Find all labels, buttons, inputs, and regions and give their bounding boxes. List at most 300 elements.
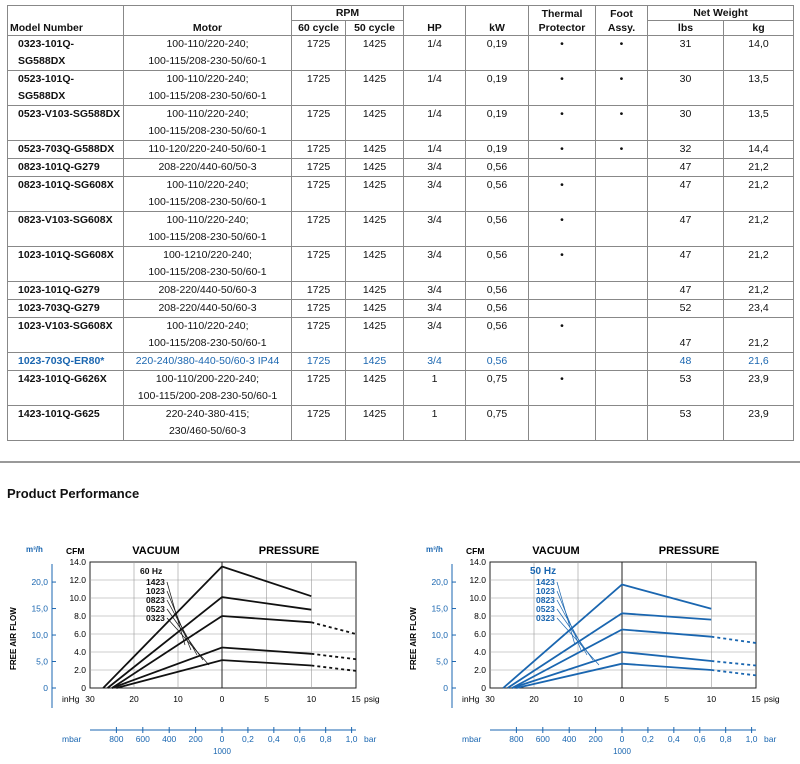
kg-cell: 21,2 [724, 212, 794, 247]
m3h-label: m³/h [426, 545, 443, 554]
hp-cell: 3/4 [404, 282, 466, 300]
foot-cell [596, 159, 648, 177]
rpm60-cell: 1725 [292, 353, 346, 371]
inhg-label: inHg [62, 694, 80, 704]
motor-cell [124, 71, 292, 106]
performance-chart-50hz [400, 538, 800, 764]
thermal-cell: • [529, 247, 596, 282]
kw-cell: 0,19 [466, 141, 529, 159]
mbar-tick-label: 0 [619, 734, 625, 744]
series-dashed-0523 [711, 661, 756, 666]
kw-cell: 0,75 [466, 406, 529, 441]
cfm-tick-label: 0 [481, 683, 486, 693]
mbar-tick-label: 200 [188, 734, 203, 744]
vacuum-tick-label: 30 [85, 694, 95, 704]
rpm50-cell: 1425 [346, 141, 404, 159]
hp-cell: 3/4 [404, 318, 466, 353]
bar-label: bar [364, 734, 377, 744]
header-row-1 [8, 6, 794, 21]
table-body [8, 36, 794, 441]
legend-label-1423: 1423 [146, 577, 165, 587]
motor-line: 208-220/440-60/50-3 [158, 161, 257, 173]
inhg-label: inHg [462, 694, 480, 704]
foot-cell [596, 353, 648, 371]
kg-cell: 21,2 [724, 318, 794, 353]
thermal-cell [529, 300, 596, 318]
rpm60-cell: 1725 [292, 106, 346, 141]
model-cell: 0523-703Q-G588DX [8, 141, 124, 159]
lbs-cell: 53 [648, 371, 724, 406]
section-divider [0, 461, 800, 463]
kw-cell: 0,19 [466, 36, 529, 71]
model-cell: 0523-V103-SG588DX [8, 106, 124, 141]
rpm50-cell: 1425 [346, 318, 404, 353]
thermal-cell: • [529, 318, 596, 353]
rpm50-cell: 1425 [346, 282, 404, 300]
lbs-cell: 52 [648, 300, 724, 318]
thermal-cell: • [529, 212, 596, 247]
m3h-tick-label: 20,0 [431, 577, 448, 588]
pressure-tick-label: 15 [751, 694, 761, 704]
lbs-cell: 47 [648, 212, 724, 247]
kw-cell: 0,56 [466, 177, 529, 212]
rpm60-cell: 1725 [292, 177, 346, 212]
foot-cell [596, 247, 648, 282]
mbar-1000-label: 1000 [613, 747, 631, 756]
header-rpm: RPM [292, 6, 404, 21]
table-row [8, 159, 794, 177]
legend-label-0323: 0323 [146, 613, 165, 623]
motor-line: 100-110/220-240; [166, 73, 249, 85]
cfm-tick-label: 12.0 [69, 575, 86, 585]
motor-line: 100-115/208-230-50/60-1 [148, 266, 267, 278]
table-row [8, 353, 794, 371]
kw-cell: 0,75 [466, 371, 529, 406]
psig-label: psig [764, 694, 780, 704]
psig-label: psig [364, 694, 380, 704]
vacuum-tick-label: 0 [219, 694, 225, 704]
foot-cell: • [596, 71, 648, 106]
header-net-weight: Net Weight [648, 6, 794, 21]
lbs-cell: 53 [648, 406, 724, 441]
rpm50-cell: 1425 [346, 300, 404, 318]
motor-line: 100-110/220-240; [166, 320, 249, 332]
rpm60-cell: 1725 [292, 282, 346, 300]
legend-label-1423: 1423 [536, 577, 555, 587]
model-cell: 0823-101Q-SG608X [8, 177, 124, 212]
motor-line: 100-115/208-230-50/60-1 [148, 231, 267, 243]
bar-tick-label: 0,6 [293, 734, 306, 744]
rpm50-cell: 1425 [346, 71, 404, 106]
motor-line: 230/460-50/60-3 [168, 425, 247, 437]
foot-cell [596, 318, 648, 353]
legend-label-0523: 0523 [536, 604, 555, 614]
table-row [8, 371, 794, 406]
frequency-label: 60 Hz [140, 566, 163, 576]
pressure-tick-label: 10 [706, 694, 717, 704]
vacuum-tick-label: 30 [485, 694, 495, 704]
cfm-tick-label: 0 [81, 683, 86, 693]
lbs-cell: 48 [648, 353, 724, 371]
kg-cell: 21,2 [724, 177, 794, 212]
table-row [8, 318, 794, 353]
vacuum-tick-label: 10 [573, 694, 583, 704]
rpm60-cell: 1725 [292, 212, 346, 247]
free-air-flow-label: FREE AIR FLOW [9, 607, 18, 670]
thermal-cell [529, 159, 596, 177]
bar-tick-label: 1,0 [745, 734, 758, 744]
foot-cell [596, 212, 648, 247]
bar-tick-label: 0,2 [242, 734, 254, 744]
kw-cell: 0,56 [466, 300, 529, 318]
motor-cell [124, 247, 292, 282]
hp-cell: 3/4 [404, 159, 466, 177]
kg-cell: 23,9 [724, 371, 794, 406]
hp-cell: 3/4 [404, 247, 466, 282]
rpm50-cell: 1425 [346, 159, 404, 177]
kw-cell: 0,56 [466, 159, 529, 177]
table-row [8, 106, 794, 141]
vacuum-label: VACUUM [132, 545, 180, 557]
vacuum-label: VACUUM [532, 545, 580, 557]
kg-cell: 21,2 [724, 247, 794, 282]
model-cell: 0823-101Q-G279 [8, 159, 124, 177]
header-kw: kW [466, 6, 529, 36]
table-row [8, 212, 794, 247]
kw-cell: 0,56 [466, 282, 529, 300]
lbs-cell: 47 [648, 159, 724, 177]
motor-line: 100-110/200-220-240; [155, 373, 260, 385]
lbs-cell: 30 [648, 106, 724, 141]
hp-cell: 1/4 [404, 141, 466, 159]
bar-tick-label: 0,4 [267, 734, 280, 744]
motor-cell [124, 212, 292, 247]
series-line-0323 [516, 664, 711, 688]
kg-cell: 13,5 [724, 106, 794, 141]
model-cell: 1023-101Q-G279 [8, 282, 124, 300]
legend-label-0323: 0323 [536, 613, 555, 623]
series-dashed-0323 [711, 670, 756, 675]
m3h-tick-label: 0 [43, 683, 48, 693]
kg-cell: 14,4 [724, 141, 794, 159]
kg-cell: 13,5 [724, 71, 794, 106]
motor-line: 100-115/208-230-50/60-1 [148, 55, 267, 67]
table-row [8, 406, 794, 441]
model-cell: 1023-703Q-G279 [8, 300, 124, 318]
mbar-tick-label: 600 [535, 734, 550, 744]
performance-chart-60hz [0, 538, 400, 764]
spec-table [7, 5, 794, 441]
m3h-tick-label: 15,0 [31, 603, 48, 614]
motor-line: 100-110/220-240; [166, 214, 249, 226]
series-line-1423 [503, 585, 711, 689]
pressure-label: PRESSURE [658, 545, 720, 557]
motor-line: 208-220/440-50/60-3 [158, 284, 257, 296]
motor-line: 100-110/220-240; [166, 108, 249, 120]
hp-cell: 1/4 [404, 36, 466, 71]
rpm60-cell: 1725 [292, 406, 346, 441]
cfm-tick-label: 6.0 [474, 629, 486, 639]
kg-cell: 23,9 [724, 406, 794, 441]
mbar-tick-label: 200 [588, 734, 603, 744]
legend-label-1023: 1023 [536, 586, 555, 596]
rpm50-cell: 1425 [346, 353, 404, 371]
free-air-flow-label: FREE AIR FLOW [409, 607, 418, 670]
kw-cell: 0,19 [466, 71, 529, 106]
kg-cell: 23,4 [724, 300, 794, 318]
motor-line: 220-240/380-440-50/60-3 IP44 [135, 355, 280, 367]
mbar-tick-label: 600 [135, 734, 150, 744]
pressure-tick-label: 5 [264, 694, 270, 704]
rpm60-cell: 1725 [292, 159, 346, 177]
bar-tick-label: 1,0 [345, 734, 358, 744]
section-title: Product Performance [7, 486, 140, 501]
cfm-tick-label: 10.0 [69, 593, 86, 603]
motor-line: 100-115/208-230-50/60-1 [148, 90, 267, 102]
series-line-1023 [508, 613, 712, 688]
header-lbs: lbs [648, 21, 724, 36]
kg-cell: 14,0 [724, 36, 794, 71]
header-hp: HP [404, 6, 466, 36]
m3h-tick-label: 10,0 [31, 630, 48, 641]
table-row [8, 177, 794, 212]
mbar-1000-label: 1000 [213, 747, 231, 756]
foot-cell [596, 300, 648, 318]
cfm-tick-label: 2.0 [74, 665, 86, 675]
lbs-cell: 47 [648, 282, 724, 300]
motor-line: 100-115/208-230-50/60-1 [148, 337, 267, 349]
header-model: Model Number [8, 6, 124, 36]
m3h-tick-label: 5,0 [436, 656, 448, 667]
lbs-cell: 47 [648, 318, 724, 353]
kg-cell: 21,6 [724, 353, 794, 371]
motor-cell [124, 300, 292, 318]
kw-cell: 0,56 [466, 353, 529, 371]
lbs-cell: 47 [648, 177, 724, 212]
foot-cell [596, 406, 648, 441]
motor-line: 208-220/440-50/60-3 [158, 302, 257, 314]
mbar-tick-label: 800 [109, 734, 124, 744]
motor-cell [124, 177, 292, 212]
legend-label-0823: 0823 [536, 595, 555, 605]
hp-cell: 1 [404, 406, 466, 441]
cfm-tick-label: 14.0 [69, 557, 86, 567]
bar-tick-label: 0,8 [719, 734, 732, 744]
rpm60-cell: 1725 [292, 300, 346, 318]
motor-cell [124, 406, 292, 441]
thermal-cell: • [529, 71, 596, 106]
model-cell: 1023-V103-SG608X [8, 318, 124, 353]
table-row [8, 300, 794, 318]
hp-cell: 1/4 [404, 71, 466, 106]
cfm-tick-label: 6.0 [74, 629, 86, 639]
rpm60-cell: 1725 [292, 371, 346, 406]
m3h-tick-label: 0 [443, 683, 448, 693]
model-cell: 1023-703Q-ER80* [8, 353, 124, 371]
rpm60-cell: 1725 [292, 71, 346, 106]
cfm-tick-label: 12.0 [469, 575, 486, 585]
kw-cell: 0,56 [466, 212, 529, 247]
header-motor: Motor [124, 6, 292, 36]
table-row [8, 36, 794, 71]
motor-cell [124, 371, 292, 406]
lbs-cell: 31 [648, 36, 724, 71]
m3h-tick-label: 15,0 [431, 603, 448, 614]
plot-frame [90, 562, 356, 688]
plot-frame [490, 562, 756, 688]
mbar-tick-label: 800 [509, 734, 524, 744]
thermal-cell: • [529, 371, 596, 406]
mbar-tick-label: 400 [162, 734, 177, 744]
kw-cell: 0,56 [466, 318, 529, 353]
mbar-label: mbar [62, 734, 82, 744]
lbs-cell: 30 [648, 71, 724, 106]
hp-cell: 3/4 [404, 300, 466, 318]
motor-cell [124, 159, 292, 177]
rpm60-cell: 1725 [292, 247, 346, 282]
kw-cell: 0,56 [466, 247, 529, 282]
table-row [8, 282, 794, 300]
rpm50-cell: 1425 [346, 371, 404, 406]
cfm-tick-label: 8.0 [474, 611, 486, 621]
mbar-tick-label: 400 [562, 734, 577, 744]
motor-cell [124, 106, 292, 141]
model-cell: 0323-101Q-SG588DX [8, 36, 124, 71]
hp-cell: 3/4 [404, 177, 466, 212]
pressure-label: PRESSURE [258, 545, 320, 557]
thermal-cell: • [529, 141, 596, 159]
legend-label-0523: 0523 [146, 604, 165, 614]
bar-tick-label: 0,2 [642, 734, 654, 744]
m3h-tick-label: 5,0 [36, 656, 48, 667]
cfm-tick-label: 4.0 [474, 647, 486, 657]
cfm-tick-label: 2.0 [474, 665, 486, 675]
rpm50-cell: 1425 [346, 36, 404, 71]
header-60-cycle: 60 cycle [292, 21, 346, 36]
thermal-cell [529, 406, 596, 441]
table-row [8, 247, 794, 282]
rpm50-cell: 1425 [346, 247, 404, 282]
mbar-label: mbar [462, 734, 482, 744]
foot-cell [596, 282, 648, 300]
pressure-tick-label: 15 [351, 694, 361, 704]
rpm50-cell: 1425 [346, 406, 404, 441]
kg-cell: 21,2 [724, 282, 794, 300]
hp-cell: 1 [404, 371, 466, 406]
mbar-tick-label: 0 [219, 734, 225, 744]
model-cell: 1023-101Q-SG608X [8, 247, 124, 282]
table-row [8, 141, 794, 159]
legend-label-0823: 0823 [146, 595, 165, 605]
series-dashed-0523 [311, 654, 356, 659]
lbs-cell: 47 [648, 247, 724, 282]
cfm-tick-label: 14.0 [469, 557, 486, 567]
series-dashed-0823 [711, 637, 756, 643]
bar-tick-label: 0,8 [319, 734, 332, 744]
foot-cell [596, 371, 648, 406]
thermal-cell: • [529, 106, 596, 141]
rpm50-cell: 1425 [346, 106, 404, 141]
motor-line: 100-115/208-230-50/60-1 [148, 125, 267, 137]
vacuum-tick-label: 20 [529, 694, 539, 704]
model-cell: 1423-101Q-G626X [8, 371, 124, 406]
cfm-tick-label: 10.0 [469, 593, 486, 603]
lbs-cell: 32 [648, 141, 724, 159]
rpm60-cell: 1725 [292, 36, 346, 71]
rpm60-cell: 1725 [292, 318, 346, 353]
motor-line: 100-115/208-230-50/60-1 [148, 196, 267, 208]
header-foot: Foot Assy. [596, 6, 648, 36]
motor-line: 100-110/220-240; [166, 38, 249, 50]
bar-tick-label: 0,6 [693, 734, 706, 744]
bar-label: bar [764, 734, 777, 744]
model-cell: 0523-101Q-SG588DX [8, 71, 124, 106]
rpm60-cell: 1725 [292, 141, 346, 159]
header-thermal: Thermal Protector [529, 6, 596, 36]
cfm-tick-label: 4.0 [74, 647, 86, 657]
vacuum-tick-label: 20 [129, 694, 139, 704]
m3h-label: m³/h [26, 545, 43, 554]
motor-cell [124, 36, 292, 71]
motor-cell [124, 353, 292, 371]
motor-cell [124, 318, 292, 353]
motor-line: 100-115/200-208-230-50/60-1 [137, 390, 278, 402]
pressure-tick-label: 5 [664, 694, 670, 704]
rpm50-cell: 1425 [346, 177, 404, 212]
motor-line: 100-110/220-240; [166, 179, 249, 191]
motor-line: 100-1210/220-240; [163, 249, 252, 261]
model-cell: 0823-V103-SG608X [8, 212, 124, 247]
m3h-tick-label: 10,0 [431, 630, 448, 641]
hp-cell: 1/4 [404, 106, 466, 141]
vacuum-tick-label: 10 [173, 694, 183, 704]
header-kg: kg [724, 21, 794, 36]
vacuum-tick-label: 0 [619, 694, 625, 704]
rpm50-cell: 1425 [346, 212, 404, 247]
pressure-tick-label: 10 [306, 694, 317, 704]
cfm-label: CFM [66, 546, 85, 556]
foot-cell: • [596, 106, 648, 141]
kw-cell: 0,19 [466, 106, 529, 141]
motor-line: 110-120/220-240-50/60-1 [148, 143, 267, 155]
thermal-cell [529, 353, 596, 371]
motor-line: 220-240-380-415; [165, 408, 250, 420]
series-line-0323 [116, 660, 311, 688]
thermal-cell: • [529, 177, 596, 212]
kg-cell: 21,2 [724, 159, 794, 177]
motor-cell [124, 282, 292, 300]
model-cell: 1423-101Q-G625 [8, 406, 124, 441]
header-50-cycle: 50 cycle [346, 21, 404, 36]
cfm-label: CFM [466, 546, 485, 556]
hp-cell: 3/4 [404, 212, 466, 247]
thermal-cell [529, 282, 596, 300]
thermal-cell: • [529, 36, 596, 71]
hp-cell: 3/4 [404, 353, 466, 371]
series-line-1023 [108, 597, 312, 688]
m3h-tick-label: 20,0 [31, 577, 48, 588]
bar-tick-label: 0,4 [667, 734, 680, 744]
series-dashed-0823 [311, 622, 356, 634]
frequency-label: 50 Hz [530, 566, 557, 577]
table-row [8, 71, 794, 106]
cfm-tick-label: 8.0 [74, 611, 86, 621]
legend-label-1023: 1023 [146, 586, 165, 596]
motor-cell [124, 141, 292, 159]
foot-cell: • [596, 141, 648, 159]
foot-cell [596, 177, 648, 212]
foot-cell: • [596, 36, 648, 71]
